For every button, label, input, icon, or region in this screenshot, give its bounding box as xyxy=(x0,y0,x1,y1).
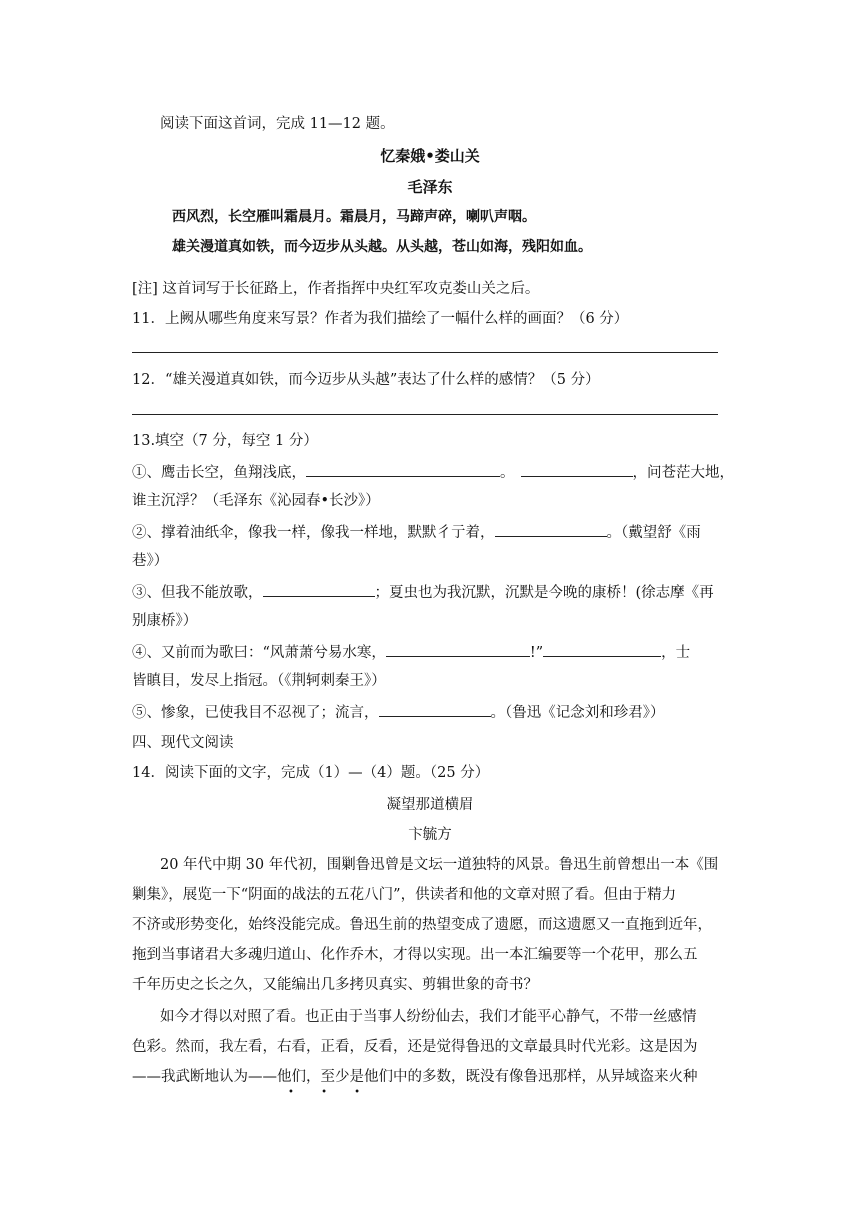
article-p1-line-3: 不济或形势变化，始终没能完成。鲁迅生前的热望变成了遗愿，而这遗愿又一直拖到近年， xyxy=(132,917,712,933)
fill-blank-4a[interactable] xyxy=(386,641,530,657)
fill-item-4-cont: 皆瞋目，发尽上指冠。（《荆轲刺秦王》） xyxy=(132,673,386,689)
article-p2-line-3: ——我武断地认为——他们，至少是他们中的多数，既没有像鲁迅那样，从异域盗来火种 xyxy=(132,1069,698,1085)
fill-blank-2[interactable] xyxy=(495,521,607,537)
reading-intro: 阅读下面这首词，完成 11—12 题。 xyxy=(160,116,395,132)
article-p1-line-2: 剿集》，展览一下“阴面的战法的五花八门”，供读者和他的文章对照了看。但由于精力 xyxy=(132,887,677,903)
fill-item-1-text-a: ①、鹰击长空，鱼翔浅底， xyxy=(132,465,306,481)
poem-line-2: 雄关漫道真如铁，而今迈步从头越。从头越，苍山如海，残阳如血。 xyxy=(172,239,592,255)
section-heading: 四、现代文阅读 xyxy=(132,735,234,751)
fill-item-2-text-b: 。（戴望舒《雨 xyxy=(606,525,701,541)
question-14: 14．阅读下面的文字，完成（1）—（4）题。（25 分） xyxy=(132,765,490,781)
fill-blank-1a[interactable] xyxy=(306,461,500,477)
poem-line-1: 西风烈，长空雁叫霜晨月。霜晨月，马蹄声碎，喇叭声咽。 xyxy=(172,209,536,225)
article-p1-line-5: 千年历史之长之久，又能编出几多拷贝真实、剪辑世象的奇书？ xyxy=(132,977,538,993)
answer-line-12[interactable] xyxy=(132,414,718,415)
answer-line-11[interactable] xyxy=(132,352,718,353)
article-author: 卞毓方 xyxy=(408,827,452,843)
fill-item-5-text-a: ⑤、惨象，已使我目不忍视了；流言， xyxy=(132,705,379,721)
fill-item-1 xyxy=(132,461,732,483)
fill-blank-1b[interactable] xyxy=(521,461,633,477)
fill-item-1-cont: 谁主沉浮？（毛泽东《沁园春•长沙》） xyxy=(132,493,380,509)
fill-item-5 xyxy=(132,701,732,723)
article-p1-line-4: 拖到当事诸君大多魂归道山、化作乔木，才得以实现。出一本汇编要等一个花甲，那么五 xyxy=(132,947,698,963)
fill-item-1-text-b: 。 xyxy=(500,465,515,481)
question-11: 11．上阙从哪些角度来写景？作者为我们描绘了一幅什么样的画面？（6 分） xyxy=(132,311,629,327)
article-p2-line-2: 色彩。然而，我左看，右看，正看，反看，还是觉得鲁迅的文章最具时代光彩。这是因为 xyxy=(132,1039,698,1055)
article-p2-line-1: 如今才得以对照了看。也正由于当事人纷纷仙去，我们才能平心静气，不带一丝感情 xyxy=(160,1009,697,1025)
fill-item-4-text-c: ，士 xyxy=(661,645,691,661)
article-p1-line-1: 20 年代中期 30 年代初，围剿鲁迅曾是文坛一道独特的风景。鲁迅生前曾想出一本《围 xyxy=(160,857,719,873)
fill-item-5-text-b: 。（鲁迅《记念刘和珍君》） xyxy=(490,705,665,721)
fill-item-2-cont: 巷》） xyxy=(132,553,169,569)
emphasis-dots: • • • xyxy=(288,1087,373,1098)
fill-item-2-text-a: ②、撑着油纸伞，像我一样，像我一样地，默默彳亍着， xyxy=(132,525,495,541)
fill-item-3-cont: 别康桥》） xyxy=(132,613,198,629)
fill-item-1-text-c: ，问苍茫大地， xyxy=(632,465,734,481)
fill-blank-3[interactable] xyxy=(263,581,375,597)
fill-item-4 xyxy=(132,641,732,663)
fill-item-3-text-a: ③、但我不能放歌， xyxy=(132,585,263,601)
fill-blank-4b[interactable] xyxy=(543,641,661,657)
question-12: 12．“雄关漫道真如铁，而今迈步从头越”表达了什么样的感情？（5 分） xyxy=(132,372,600,388)
fill-item-3-text-b: ；夏虫也为我沉默，沉默是今晚的康桥！(徐志摩《再 xyxy=(374,585,714,601)
article-title: 凝望那道横眉 xyxy=(386,797,474,813)
poem-author: 毛泽东 xyxy=(407,178,453,196)
fill-item-4-text-a: ④、又前而为歌曰：“风萧萧兮易水寒， xyxy=(132,645,386,661)
fill-item-3 xyxy=(132,581,732,603)
fill-item-4-text-b: !” xyxy=(529,645,544,661)
question-13-header: 13.填空（7 分，每空 1 分） xyxy=(132,433,318,449)
poem-note: [注] 这首词写于长征路上，作者指挥中央红军攻克娄山关之后。 xyxy=(132,281,540,297)
poem-title: 忆秦娥•娄山关 xyxy=(380,147,480,165)
fill-item-2 xyxy=(132,521,732,543)
fill-blank-5[interactable] xyxy=(379,701,491,717)
